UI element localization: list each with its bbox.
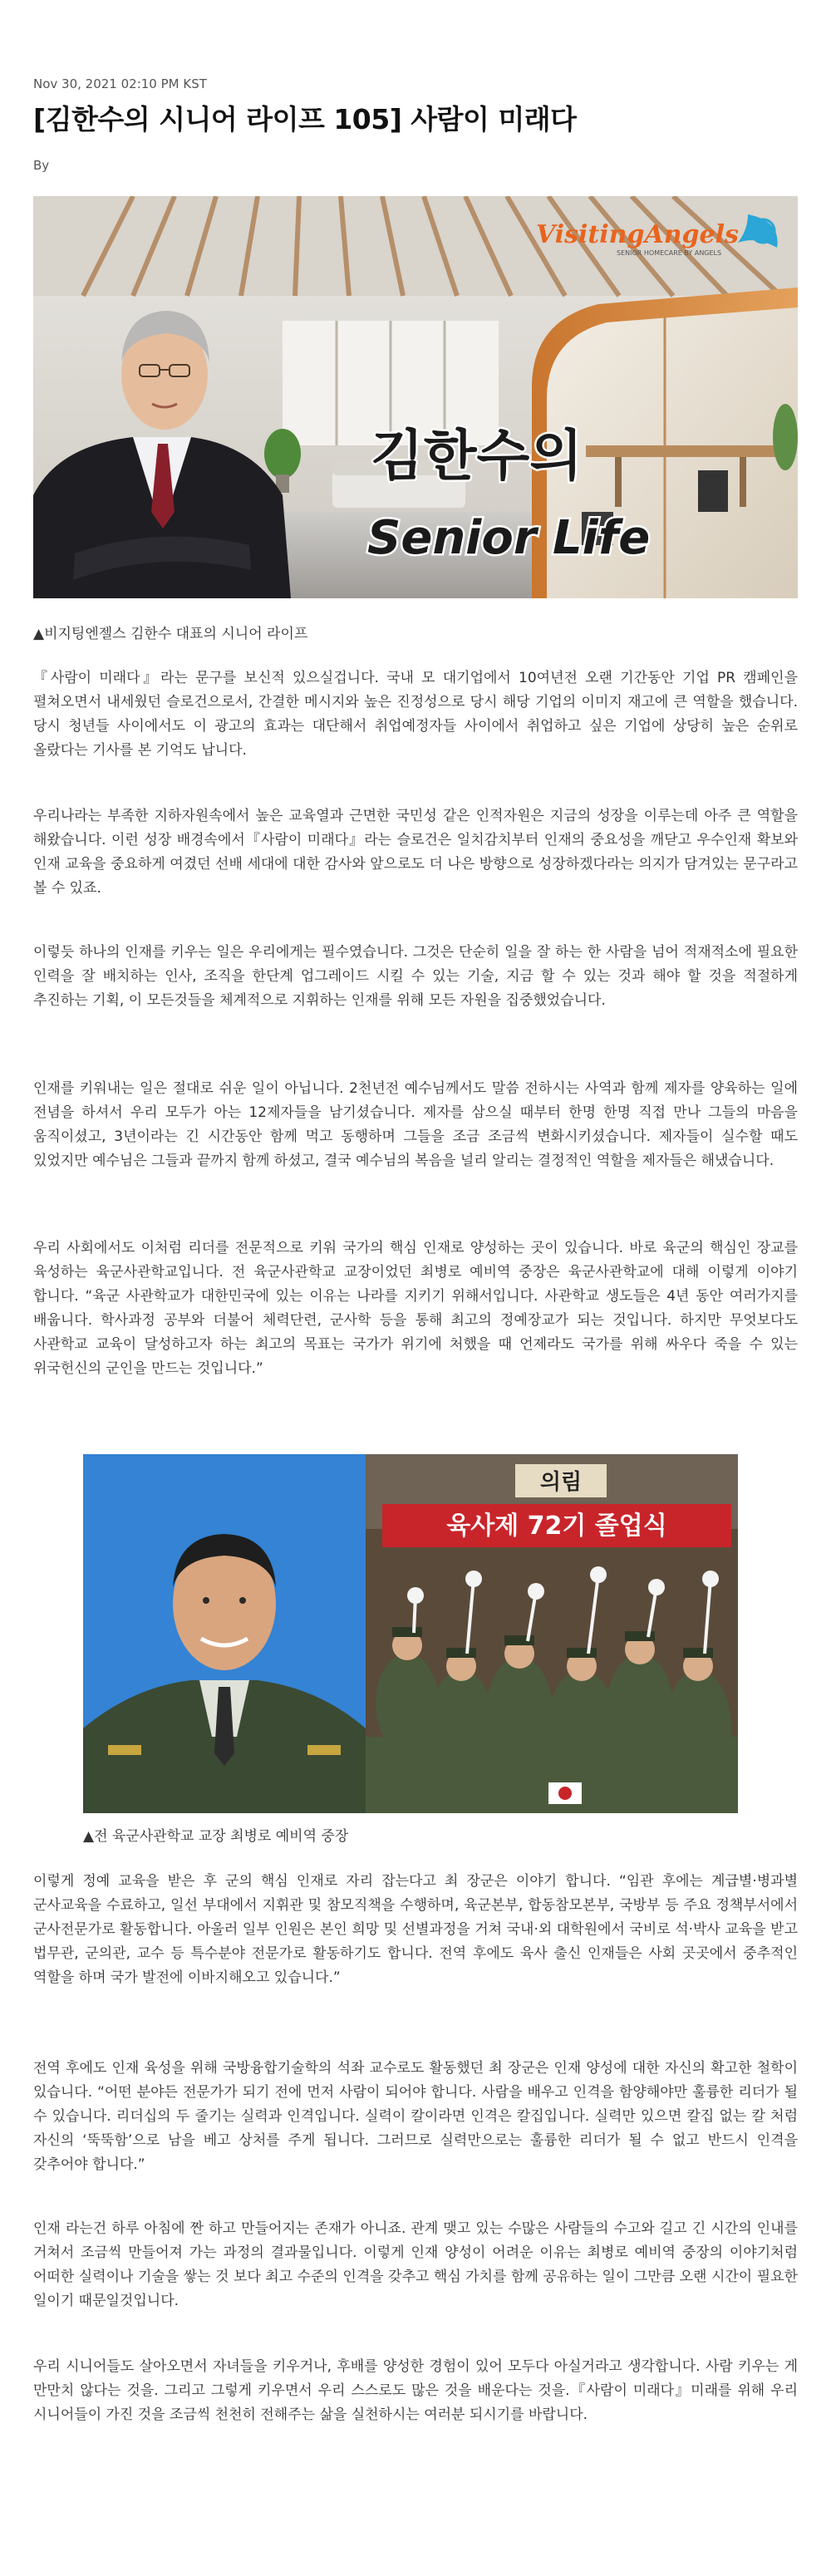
photo-caption: ▲전 육군사관학교 교장 최병로 예비역 중장 — [83, 1828, 349, 1845]
article-title: [김한수의 시니어 라이프 105] 사람이 미래다 — [33, 103, 577, 135]
series-title-english: Senior Life — [367, 511, 651, 565]
paragraph-6: 이렇게 정예 교육을 받은 후 군의 핵심 인재로 자리 잡는다고 최 장군은 이야기 합니다. “임관 후에는 계급별·병과별 군사교육을 수료하고, 일선 부대에서 지휘관 및 참모직책을 수행하며, 육군본부, 합동참모본부, 국방부 등 주요 정책부서에서 군사전문가로 활동합니다. 아울러 일부 인원은 본인 희망 및 선별과정을 거쳐 국내·외 대학원에서 국비로 석·박사 교육을 받고 법무관, 군의관, 교수 등 특수분야 전문가로 활동하기도 합니다. 전역 후에도 육사 출신 인재들은 사회 곳곳에서 중추적인 역할을 하며 국가 발전에 이바지해오고 있습니다.” — [33, 1873, 798, 1986]
paragraph-2: 우리나라는 부족한 지하자원속에서 높은 교육열과 근면한 국민성 같은 인적자원은 지금의 성장을 이루는데 아주 큰 역할을 해왔습니다. 이런 성장 배경속에서『사람이 미래다』라는 슬로건은 일치감치부터 인재의 중요성을 깨닫고 우수인재 확보와 인재 교육을 중요하게 여겼던 선배 세대에 대한 감사와 앞으로도 더 나은 방향으로 성장하겠다라는 의지가 담겨있는 문구라고 볼 수 있죠. — [33, 808, 798, 897]
paragraph-4: 인재를 키워내는 일은 절대로 쉬운 일이 아닙니다. 2천년전 예수님께서도 말씀 전하시는 사역과 함께 제자를 양육하는 일에 전념을 하셔서 우리 모두가 아는 12제자들을 남기셨습니다. 제자를 삼으실 때부터 한명 한명 직접 만나 그들의 마음을 움직이셨고, 3년이라는 긴 시간동안 함께 먹고 동행하며 그들을 조금 조금씩 변화시키셨습니다. 제자들이 실수할 때도 있었지만 예수님은 그들과 끝까지 함께 하셨고, 결국 예수님의 복음을 널리 알리는 결정적인 역할을 제자들은 해냈습니다. — [33, 1080, 798, 1169]
article-byline: By — [33, 158, 50, 173]
article-date: Nov 30, 2021 02:10 PM KST — [33, 76, 207, 91]
paragraph-9: 우리 시니어들도 살아오면서 자녀들을 키우거나, 후배를 양성한 경험이 있어 모두다 아실거라고 생각합니다. 사람 키우는 게 만만치 않다는 것을. 그리고 그렇게 키우면서 우리 스스로도 많은 것을 배운다는 것을.『사람이 미래다』미래를 위해 우리 시니어들이 가진 것을 조금씩 천천히 전해주는 삶을 실천하시는 여러분 되시기를 바랍니다. — [33, 2358, 798, 2423]
paragraph-8: 인재 라는건 하루 아침에 짠 하고 만들어지는 존재가 아니죠. 관계 맺고 있는 수많은 사람들의 수고와 길고 긴 시간의 인내를 거쳐서 조금씩 만들어져 가는 과정의 결과물입니다. 이렇게 인재 양성이 어려운 이유는 최병로 예비역 중장의 이야기처럼 어떠한 실력이나 기술을 쌓는 것 보다 최고 수준의 인격을 갖추고 핵심 가치를 함께 공유하는 일이 그만큼 오랜 시간이 필요한 일이기 때문일것입니다. — [33, 2220, 798, 2309]
svg-text:의림: 의림 — [539, 1470, 583, 1495]
paragraph-5: 우리 사회에서도 이처럼 리더를 전문적으로 키워 국가의 핵심 인재로 양성하는 곳이 있습니다. 바로 육군의 핵심인 장교를 육성하는 육군사관학교입니다. 전 육군사관학교 교장이었던 최병로 예비역 중장은 육군사관학교에 대해 이렇게 이야기 합니다. “육군 사관학교가 대한민국에 있는 이유는 나라를 지키기 위해서입니다. 사관학교 생도들은 4년 동안 여러가지를 배웁니다. 학사과정 공부와 더불어 체력단련, 군사학 등을 통해 최고의 정예장교가 되는 것입니다. 하지만 무엇보다도 사관학교 교육이 달성하고자 하는 최고의 목표는 국가가 위기에 처했을 때 언제라도 국가를 위해 싸우다 죽을 수 있는 위국헌신의 군인을 만드는 것입니다.” — [33, 1240, 798, 1377]
hero-caption: ▲비지팅엔젤스 김한수 대표의 시니어 라이프 — [33, 626, 308, 642]
paragraph-3: 이렇듯 하나의 인재를 키우는 일은 우리에게는 필수였습니다. 그것은 단순히 일을 잘 하는 한 사람을 넘어 적재적소에 필요한 인력을 잘 배치하는 인사, 조직을 한단계 업그레이드 시킬 수 있는 기술, 지금 할 수 있는 것과 해야 할 것을 적절하게 추진하는 기획, 이 모든것들을 체계적으로 지휘하는 인재를 위해 모든 자원을 집중했었습니다. — [33, 944, 798, 1009]
paragraph-7: 전역 후에도 인재 육성을 위해 국방융합기술학의 석좌 교수로도 활동했던 최 장군은 인재 양성에 대한 자신의 확고한 철학이 있습니다. “어떤 분야든 전문가가 되기 전에 먼저 사람이 되어야 합니다. 사람을 배우고 인격을 함양해야만 훌륭한 리더가 될 수 있습니다. 리더십의 두 줄기는 실력과 인격입니다. 실력이 칼이라면 인격은 칼집입니다. 실력만 있으면 칼집 없는 칼 처럼 자신의 ‘뚝뚝함’으로 남을 베고 상처를 주게 됩니다. 그러므로 실력만으로는 훌륭한 리더가 될 수 없고 반드시 인격을 갖추어야 합니다.” — [33, 2060, 798, 2173]
svg-text:육사제 72기 졸업식: 육사제 72기 졸업식 — [446, 1512, 667, 1541]
svg-text:SENIOR HOMECARE BY ANGELS: SENIOR HOMECARE BY ANGELS — [617, 249, 722, 257]
svg-text:VisitingAngels: VisitingAngels — [536, 220, 739, 249]
series-title-korean: 김한수의 — [371, 424, 583, 488]
paragraph-1: 『사람이 미래다』라는 문구를 보신적 있으실겁니다. 국내 모 대기업에서 10여년전 오랜 기간동안 기업 PR 캠페인을 펼쳐오면서 내세웠던 슬로건으로서, 간결한 메시지와 높은 진정성으로 당시 해당 기업의 이미지 재고에 큰 역할을 했습니다. 당시 청년들 사이에서도 이 광고의 효과는 대단해서 취업예정자들 사이에서 취업하고 싶은 기업에 상당히 높은 순위로 올랐다는 기사를 본 기억도 납니다. — [33, 670, 798, 759]
hero-image — [33, 196, 798, 598]
general-photo — [83, 1454, 738, 1813]
